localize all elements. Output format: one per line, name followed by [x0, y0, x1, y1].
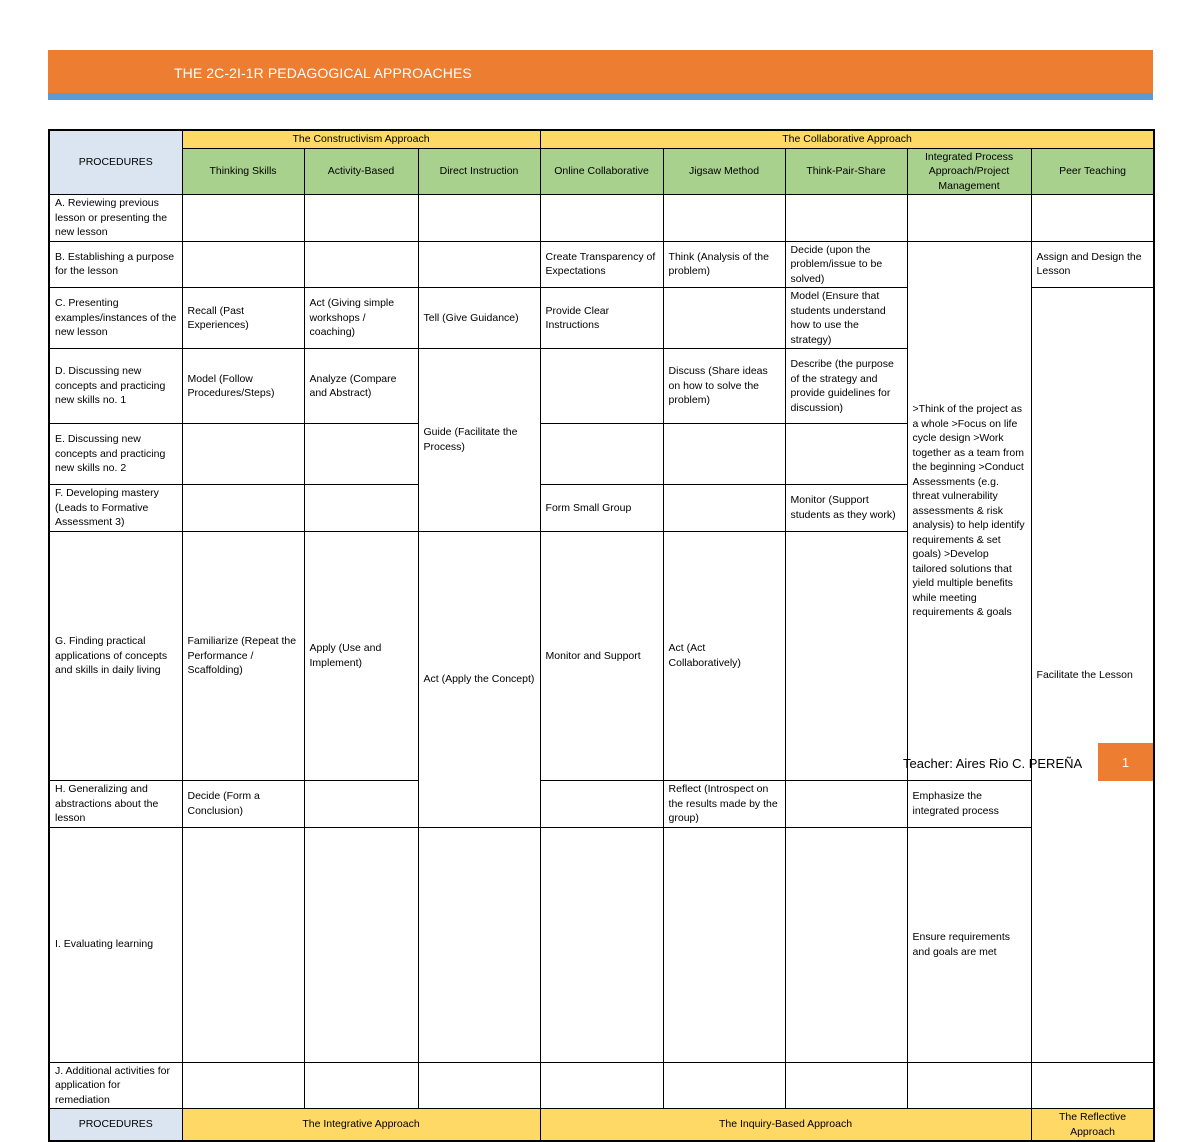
cell-f-activity [304, 485, 418, 532]
procedures-header: PROCEDURES [49, 130, 182, 195]
cell-g-activity [304, 531, 418, 781]
cell-d-activity-key: Analyze [309, 372, 347, 385]
cell-g-jigsaw [663, 531, 785, 781]
pedagogy-table [48, 129, 1155, 1142]
cell-b-jigsaw-key: Think [668, 250, 695, 263]
group-constructivism: The Constructivism Approach [182, 130, 540, 148]
cell-ipa-merged: >Think of the project as a whole >Focus on life cycle design >Work together as a team from the beginning >Conduct Assessments (e.g. threat vulnerability assessments & risk analysis) to help identify requirements & set goals) >Develop tailored solutions that yield multiple benefits while meeting requirements & goals [907, 241, 1031, 781]
group-inquiry: The Inquiry-Based Approach [540, 1109, 1031, 1142]
cell-c-tps-rest: (Ensure that students understand how to use the strategy) [790, 290, 886, 346]
cell-j-tps [785, 1062, 907, 1109]
cell-c-thinking: Recall (Past Experiences) [182, 288, 304, 349]
cell-b-activity [304, 241, 418, 288]
cell-i-thinking [182, 827, 304, 1062]
procedure-a: A. Reviewing previous lesson or presenting the new lesson [49, 195, 182, 242]
cell-c-activity-rest: (Giving simple workshops / coaching) [309, 297, 395, 339]
cell-e-jigsaw [663, 424, 785, 485]
cell-a-jigsaw [663, 195, 785, 242]
cell-h-jigsaw [663, 781, 785, 828]
group-collaborative: The Collaborative Approach [540, 130, 1154, 148]
cell-a-tps [785, 195, 907, 242]
cell-e-activity [304, 424, 418, 485]
cell-j-activity [304, 1062, 418, 1109]
cell-j-online [540, 1062, 663, 1109]
cell-f-jigsaw [663, 485, 785, 532]
cell-a-direct [418, 195, 540, 242]
cell-i-direct [418, 827, 540, 1062]
cell-b-jigsaw [663, 241, 785, 288]
cell-gh-direct-key: Act [423, 672, 439, 685]
cell-i-tps [785, 827, 907, 1062]
cell-gh-direct [418, 531, 540, 827]
cell-gh-direct-rest: (Apply the Concept) [438, 672, 535, 685]
col-activity-based: Activity-Based [304, 148, 418, 195]
cell-b-direct [418, 241, 540, 288]
cell-a-online [540, 195, 663, 242]
header-stripe [48, 93, 1153, 100]
cell-def-direct [418, 349, 540, 532]
procedure-e: E. Discussing new concepts and practicing new skills no. 2 [49, 424, 182, 485]
cell-c-tps [785, 288, 907, 349]
cell-b-thinking [182, 241, 304, 288]
cell-b-jigsaw-rest: (Analysis of the problem) [668, 250, 769, 278]
cell-e-thinking [182, 424, 304, 485]
cell-d-jigsaw-key: Discuss [668, 365, 706, 378]
cell-h-activity [304, 781, 418, 828]
group-integrative: The Integrative Approach [182, 1109, 540, 1142]
cell-i-activity [304, 827, 418, 1062]
cell-j-direct [418, 1062, 540, 1109]
col-think-pair-share: Think-Pair-Share [785, 148, 907, 195]
procedure-f: F. Developing mastery (Leads to Formative Assessment 3) [49, 485, 182, 532]
cell-d-thinking-key: Model [187, 372, 217, 385]
cell-h-jigsaw-rest: (Introspect on the results made by the group) [668, 783, 778, 824]
cell-a-ipa [907, 195, 1031, 242]
cell-j-jigsaw [663, 1062, 785, 1109]
cell-b-online: Create Transparency of Expectations [540, 241, 663, 288]
page-number: 1 [1098, 743, 1153, 781]
cell-h-thinking [182, 781, 304, 828]
cell-c-activity [304, 288, 418, 349]
cell-f-online: Form Small Group [540, 485, 663, 532]
cell-g-activity-key: Apply [309, 642, 336, 655]
cell-b-tps [785, 241, 907, 288]
cell-c-tps-key: Model [790, 290, 820, 302]
cell-c-jigsaw [663, 288, 785, 349]
teacher-name: Teacher: Aires Rio C. PEREÑA [903, 756, 1083, 771]
cell-g-activity-rest: (Use and Implement) [309, 642, 382, 669]
cell-h-online [540, 781, 663, 828]
procedure-c: C. Presenting examples/instances of the new lesson [49, 288, 182, 349]
cell-b-tps-key: Decide [790, 243, 824, 256]
cell-b-tps-rest: (upon the problem/issue to be solved) [790, 243, 883, 285]
col-jigsaw-method: Jigsaw Method [663, 148, 785, 195]
procedures-footer: PROCEDURES [49, 1109, 182, 1142]
cell-i-online [540, 827, 663, 1062]
procedure-j: J. Additional activities for application for remediation [49, 1062, 182, 1109]
cell-c-activity-key: Act [309, 297, 325, 310]
cell-g-thinking: Familiarize (Repeat the Performance / Scaffolding) [182, 531, 304, 781]
cell-g-jigsaw-rest: (Act Collaboratively) [668, 642, 741, 669]
page-title: THE 2C-2I-1R PEDAGOGICAL APPROACHES [174, 65, 472, 81]
cell-d-online [540, 349, 663, 424]
cell-def-direct-key: Guide [423, 426, 452, 439]
col-peer-teaching: Peer Teaching [1031, 148, 1154, 195]
cell-e-online [540, 424, 663, 485]
cell-h-thinking-rest: (Form a Conclusion) [187, 790, 260, 817]
cell-d-activity-rest: (Compare and Abstract) [309, 372, 397, 399]
procedure-b: B. Establishing a purpose for the lesson [49, 241, 182, 288]
cell-j-ipa [907, 1062, 1031, 1109]
cell-e-tps [785, 424, 907, 485]
cell-g-online: Monitor and Support [540, 531, 663, 781]
cell-f-tps-key: Monitor [790, 494, 826, 507]
col-integrated-process: Integrated Process Approach/Project Management [907, 148, 1031, 195]
cell-h-tps [785, 781, 907, 828]
cell-c-direct: Tell (Give Guidance) [418, 288, 540, 349]
cell-b-peer: Assign and Design the Lesson [1031, 241, 1154, 288]
group-reflective: The Reflective Approach [1031, 1109, 1154, 1142]
col-online-collaborative: Online Collaborative [540, 148, 663, 195]
cell-i-ipa: Ensure requirements and goals are met [907, 827, 1031, 1062]
cell-d-tps: Describe (the purpose of the strategy and provide guidelines for discussion) [785, 349, 907, 424]
cell-a-activity [304, 195, 418, 242]
cell-h-thinking-key: Decide [187, 790, 221, 803]
cell-a-thinking [182, 195, 304, 242]
col-thinking-skills: Thinking Skills [182, 148, 304, 195]
cell-f-tps [785, 485, 907, 532]
cell-j-peer [1031, 1062, 1154, 1109]
header-bar [48, 50, 1153, 93]
cell-g-jigsaw-key: Act [668, 642, 684, 655]
cell-a-peer [1031, 195, 1154, 242]
procedure-h: H. Generalizing and abstractions about the lesson [49, 781, 182, 828]
cell-f-tps-rest: (Support students as they work) [790, 494, 896, 521]
cell-j-thinking [182, 1062, 304, 1109]
cell-peer-merged: Facilitate the Lesson [1031, 288, 1154, 1063]
cell-d-activity [304, 349, 418, 424]
cell-d-thinking-rest: (Follow Procedures/Steps) [187, 372, 275, 399]
cell-d-thinking [182, 349, 304, 424]
cell-def-direct-rest: (Facilitate the Process) [423, 426, 518, 453]
cell-h-jigsaw-key: Reflect [668, 783, 702, 795]
cell-c-online: Provide Clear Instructions [540, 288, 663, 349]
procedure-g: G. Finding practical applications of concepts and skills in daily living [49, 531, 182, 781]
cell-h-ipa: Emphasize the integrated process [907, 781, 1031, 828]
cell-d-jigsaw-rest: (Share ideas on how to solve the problem) [668, 365, 768, 407]
cell-i-jigsaw [663, 827, 785, 1062]
procedure-i: I. Evaluating learning [49, 827, 182, 1062]
cell-f-thinking [182, 485, 304, 532]
col-direct-instruction: Direct Instruction [418, 148, 540, 195]
cell-g-tps [785, 531, 907, 781]
cell-d-jigsaw [663, 349, 785, 424]
procedure-d: D. Discussing new concepts and practicing new skills no. 1 [49, 349, 182, 424]
